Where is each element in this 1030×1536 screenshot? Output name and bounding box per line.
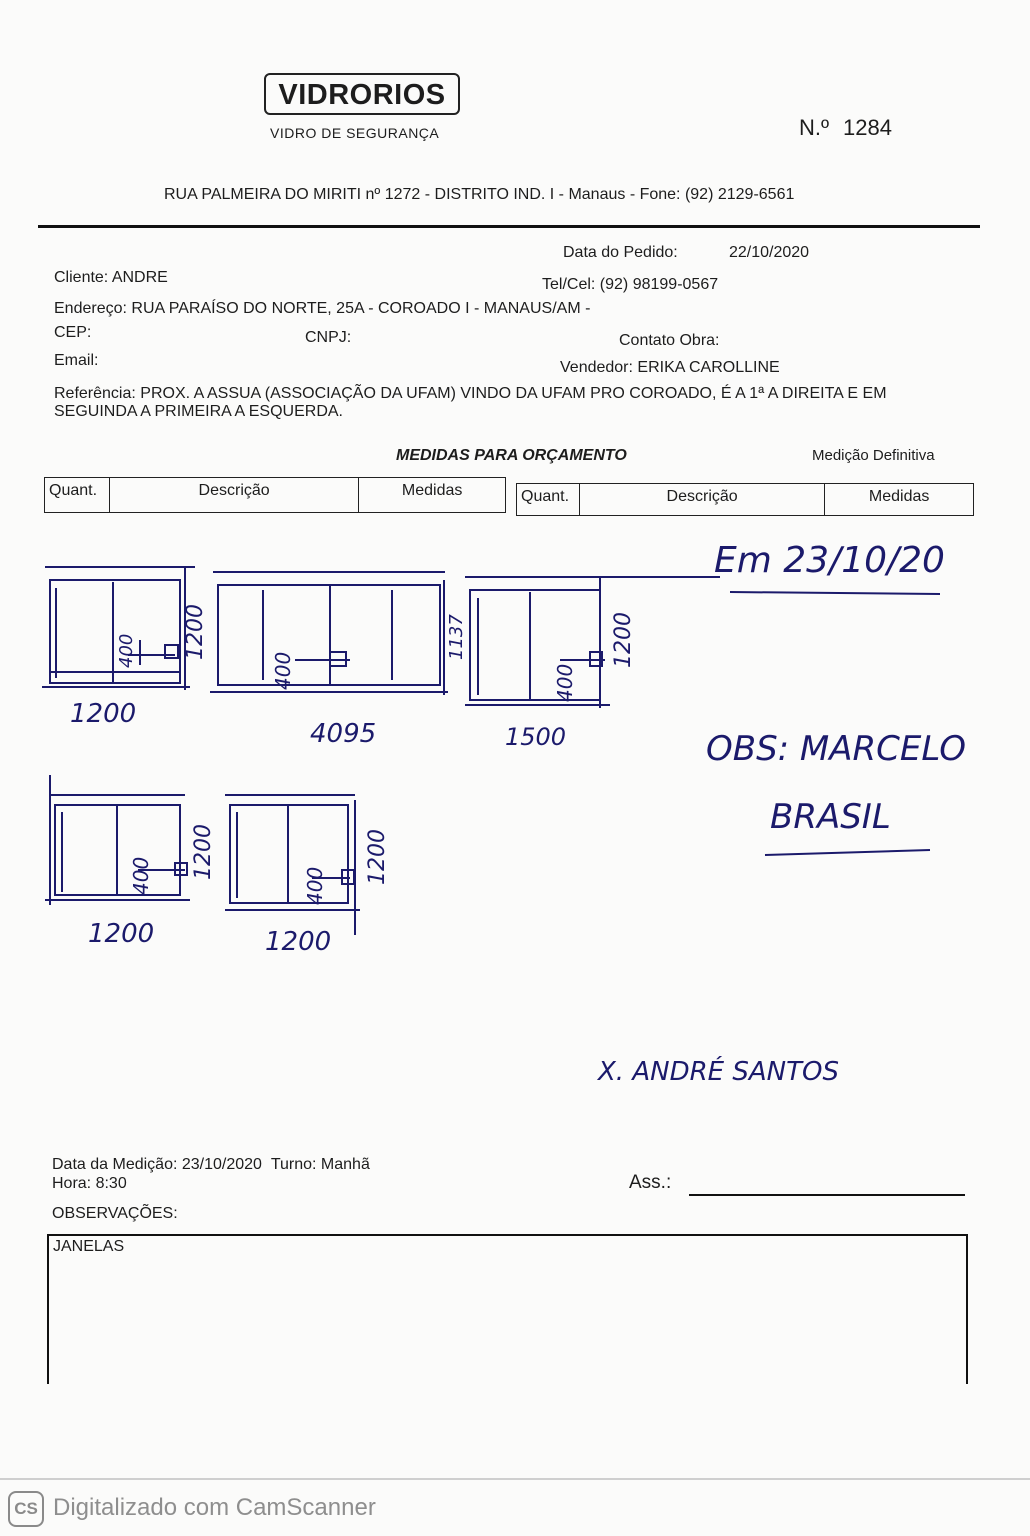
phone-field: Tel/Cel: (92) 98199-0567 — [542, 276, 719, 293]
cnpj-field: CNPJ: — [305, 329, 352, 346]
observations-label: OBSERVAÇÕES: — [52, 1205, 178, 1222]
col-quant: Quant. — [45, 478, 110, 512]
col-descricao: Descrição — [580, 484, 825, 515]
address-field: Endereço: RUA PARAÍSO DO NORTE, 25A - COROADO I - MANAUS/AM - — [54, 300, 591, 317]
order-date-label: Data do Pedido: — [563, 244, 678, 261]
scan-edge — [0, 1478, 1030, 1480]
measurement-date: Data da Medição: 23/10/2020 — [52, 1156, 262, 1173]
contact-field: Contato Obra: — [619, 332, 720, 349]
order-number-label: N.º — [799, 115, 830, 140]
window-5-sill: 400 — [303, 866, 327, 905]
obs-note-line1: OBS: MARCELO — [706, 729, 967, 769]
cep-field: CEP: — [54, 324, 92, 341]
window-1-sill: 400 — [116, 633, 137, 668]
reference-field: Referência: PROX. A ASSUA (ASSOCIAÇÃO DA UFAM) VINDO DA UFAM PRO COROADO, É A 1ª A DIREITA E EM SEGUINDA A PRIMEIRA A ESQUERDA. — [54, 385, 887, 420]
window-1-width: 1200 — [70, 699, 137, 729]
window-4-height: 1200 — [191, 824, 216, 880]
measures-title: MEDIDAS PARA ORÇAMENTO — [396, 447, 627, 464]
window-3-width: 1500 — [505, 723, 567, 751]
window-2-width: 4095 — [310, 719, 377, 749]
client-field: Cliente: ANDRE — [54, 269, 168, 286]
signature-label: Ass.: — [629, 1172, 672, 1193]
measurement-date-row — [52, 1156, 370, 1174]
order-date-value: 22/10/2020 — [729, 244, 810, 261]
window-2-height: 1137 — [446, 614, 467, 660]
measures-status: Medição Definitiva — [812, 447, 935, 464]
signature-line — [689, 1194, 965, 1196]
logo-text: VIDRORIOS — [278, 79, 446, 111]
window-5-height: 1200 — [365, 829, 390, 885]
col-medidas: Medidas — [401, 482, 463, 499]
window-3-height: 1200 — [611, 612, 636, 668]
window-5-width: 1200 — [265, 927, 332, 957]
window-sketch-5 — [225, 795, 360, 935]
obs-note-line2: BRASIL — [770, 797, 891, 837]
observations-box — [47, 1234, 968, 1384]
window-sketch-2 — [210, 572, 448, 695]
observations-value: JANELAS — [53, 1238, 125, 1255]
stamp-text: Em 23/10/20 — [714, 540, 945, 581]
window-sketch-4 — [45, 775, 190, 905]
window-4-width: 1200 — [88, 919, 155, 949]
camscanner-watermark: Digitalizado com CamScanner — [53, 1494, 376, 1521]
email-field: Email: — [54, 352, 99, 369]
col-quant: Quant. — [517, 484, 580, 515]
col-descricao: Descrição — [110, 478, 359, 512]
measurement-time: Hora: 8:30 — [52, 1175, 127, 1192]
window-sketch-3 — [465, 577, 720, 708]
window-4-sill: 400 — [129, 856, 153, 895]
company-address: RUA PALMEIRA DO MIRITI nº 1272 - DISTRITO IND. I - Manaus - Fone: (92) 2129-6561 — [164, 186, 795, 203]
window-sketch-1 — [42, 567, 195, 690]
customer-signature: X. ANDRÉ SANTOS — [598, 1057, 839, 1087]
col-medidas: Medidas — [868, 488, 930, 505]
company-tagline: VIDRO DE SEGURANÇA — [270, 125, 440, 141]
seller-field: Vendedor: ERIKA CAROLLINE — [560, 359, 780, 376]
camscanner-icon: CS — [8, 1491, 44, 1527]
measurement-shift: Turno: Manhã — [270, 1156, 370, 1173]
window-3-sill: 400 — [553, 663, 577, 702]
window-2-sill: 400 — [271, 651, 295, 690]
order-number-value: 1284 — [843, 115, 892, 140]
window-1-height: 1200 — [183, 604, 208, 660]
